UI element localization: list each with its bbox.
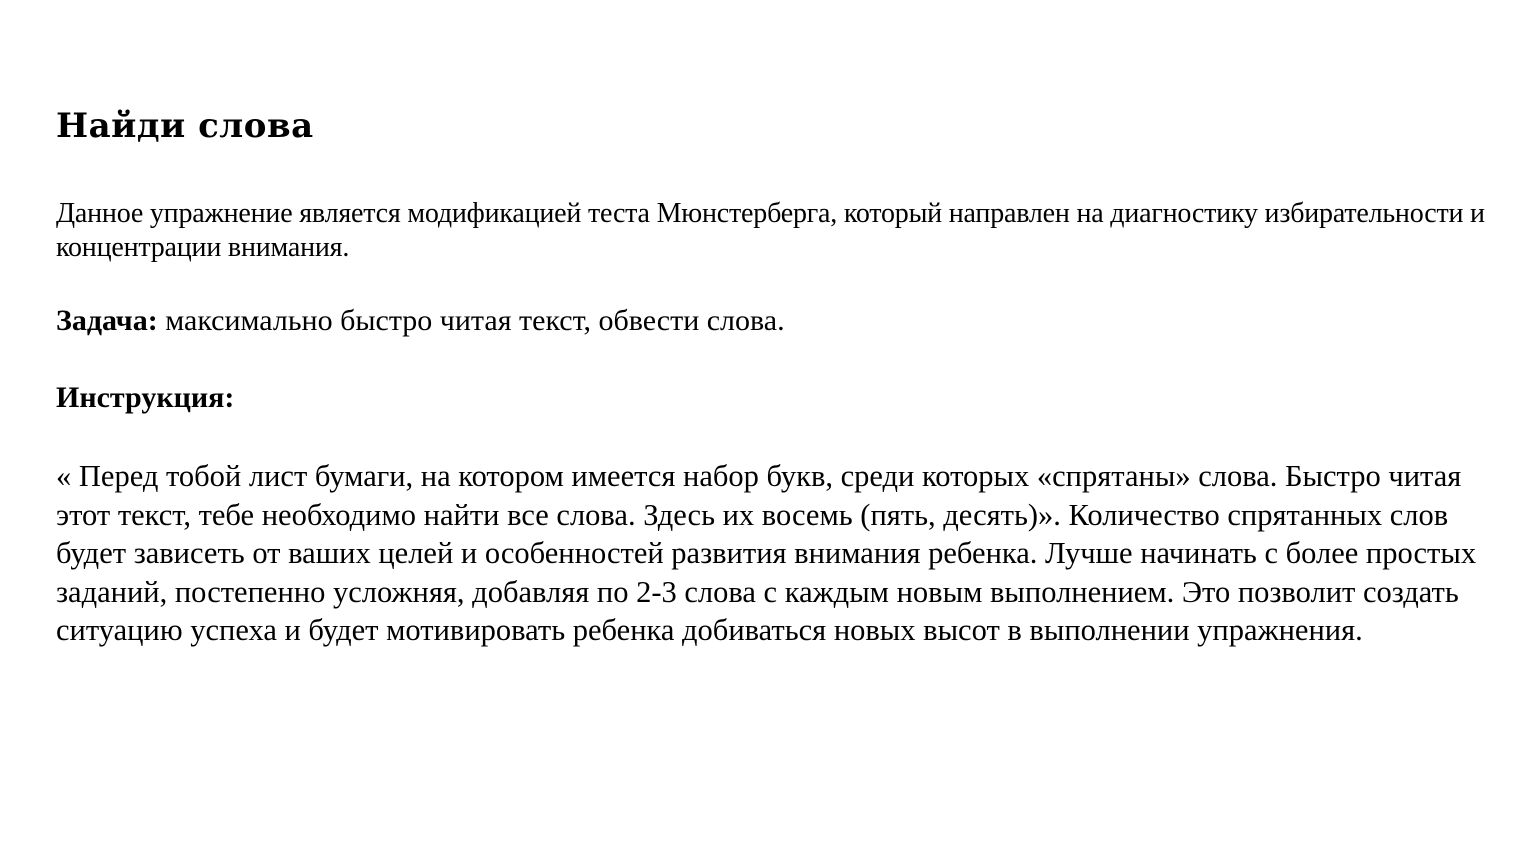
instruction-body: « Перед тобой лист бумаги, на котором имеется набор букв, среди которых «спрятаны» слова. Быстро читая этот текст, тебе необходимо найти все слова. Здесь их восемь (пять, десять)». Количество спрятанных слов будет зависеть от ваших целей и особенностей развития внимания ребенка. Лучше начинать с более простых заданий, постепенно усложняя, добавляя по 2-3 слова с каждым новым выполнением. Это позволит создать ситуацию успеха и будет мотивировать ребенка добиваться новых высот в выполнении упражнения.	[56, 459, 1477, 647]
document-page	[56, 104, 1506, 650]
task-label: Задача:	[56, 304, 158, 337]
task-paragraph	[56, 302, 1506, 340]
instruction-heading: Инструкция:	[56, 381, 235, 414]
task-text: максимально быстро читая текст, обвести слова.	[157, 304, 785, 337]
intro-paragraph: Данное упражнение является модификацией теста Мюнстерберга, который направлен на диагностику избирательности и концентрации внимания.	[56, 198, 1485, 263]
page-title: Найди слова	[56, 106, 314, 146]
